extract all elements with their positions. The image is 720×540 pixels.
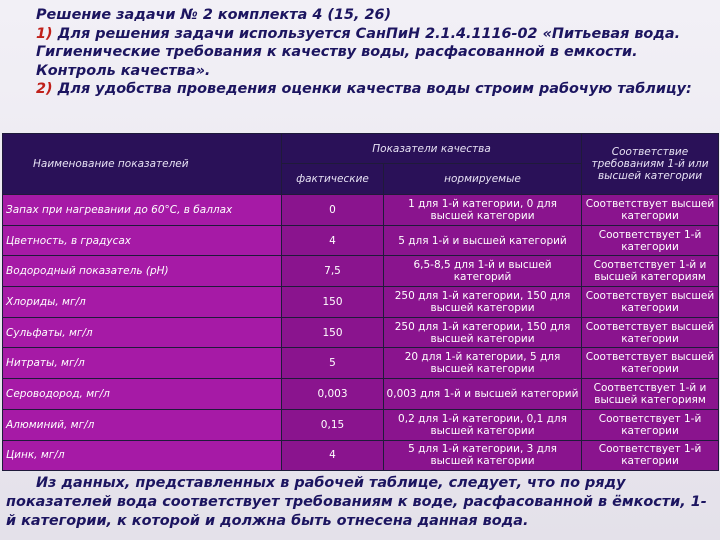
table-row — [3, 287, 719, 318]
row-actual: 0,003 — [282, 379, 384, 410]
table-row — [3, 379, 719, 410]
row-name: Цинк, мг/л — [3, 440, 282, 471]
row-actual: 0 — [282, 195, 384, 226]
row-actual: 7,5 — [282, 256, 384, 287]
conclusion — [6, 474, 714, 531]
step-1-number: 1) — [36, 25, 53, 42]
row-name: Сероводород, мг/л — [3, 379, 282, 410]
row-norm: 20 для 1-й категории, 5 для высшей категории — [384, 348, 582, 379]
quality-table — [2, 133, 719, 471]
step-1 — [6, 25, 714, 81]
row-norm: 5 для 1-й и высшей категорий — [384, 225, 582, 256]
table-row — [3, 256, 719, 287]
row-actual: 4 — [282, 440, 384, 471]
row-name: Цветность, в градусах — [3, 225, 282, 256]
row-actual: 5 — [282, 348, 384, 379]
row-compliance: Соответствует высшей категории — [582, 317, 719, 348]
row-actual: 0,15 — [282, 409, 384, 440]
row-compliance: Соответствует 1-й категории — [582, 440, 719, 471]
header-compliance: Соответствие требованиям 1-й или высшей категории — [582, 134, 719, 195]
step-2-text: Для удобства проведения оценки качества воды строим рабочую таблицу: — [52, 81, 692, 97]
header-actual: фактические — [282, 164, 384, 195]
row-name: Сульфаты, мг/л — [3, 317, 282, 348]
row-compliance: Соответствует высшей категории — [582, 287, 719, 318]
row-norm: 5 для 1-й категории, 3 для высшей категории — [384, 440, 582, 471]
row-compliance: Соответствует 1-й и высшей категориям — [582, 256, 719, 287]
row-actual: 4 — [282, 225, 384, 256]
step-1-text: Для решения задачи используется СанПиН 2.1.4.1116-02 «Питьевая вода. Гигиенические требования к качеству воды, расфасованной в емкости. Контроль качества». — [36, 25, 681, 79]
row-norm: 250 для 1-й категории, 150 для высшей категории — [384, 287, 582, 318]
table-row — [3, 409, 719, 440]
step-2-number: 2) — [36, 81, 53, 97]
task-title: Решение задачи № 2 комплекта 4 (15, 26) — [36, 7, 392, 23]
row-actual: 150 — [282, 317, 384, 348]
row-norm: 250 для 1-й категории, 150 для высшей категории — [384, 317, 582, 348]
header-quality: Показатели качества — [282, 134, 582, 164]
table-row — [3, 440, 719, 471]
table-row — [3, 317, 719, 348]
conclusion-text: Из данных, представленных в рабочей таблице, следует, что по ряду показателей вода соответствует требованиям к воде, расфасованной в ёмкости, 1-й категории, к которой и должна быть отнесена данная вода. — [6, 475, 707, 529]
row-actual: 150 — [282, 287, 384, 318]
row-norm: 6,5-8,5 для 1-й и высшей категорий — [384, 256, 582, 287]
table-row — [3, 225, 719, 256]
step-2 — [6, 80, 714, 99]
row-compliance: Соответствует 1-й и высшей категориям — [582, 379, 719, 410]
row-compliance: Соответствует высшей категории — [582, 348, 719, 379]
header-name: Наименование показателей — [3, 134, 282, 195]
row-compliance: Соответствует высшей категории — [582, 195, 719, 226]
header-normative: нормируемые — [384, 164, 582, 195]
row-norm: 0,2 для 1-й категории, 0,1 для высшей категории — [384, 409, 582, 440]
row-norm: 0,003 для 1-й и высшей категорий — [384, 379, 582, 410]
row-compliance: Соответствует 1-й категории — [582, 225, 719, 256]
row-name: Нитраты, мг/л — [3, 348, 282, 379]
table-row — [3, 348, 719, 379]
row-name: Алюминий, мг/л — [3, 409, 282, 440]
row-name: Хлориды, мг/л — [3, 287, 282, 318]
intro-text — [6, 6, 714, 99]
row-name: Запах при нагревании до 60°С, в баллах — [3, 195, 282, 226]
table-row — [3, 195, 719, 226]
row-norm: 1 для 1-й категории, 0 для высшей категории — [384, 195, 582, 226]
row-name: Водородный показатель (рН) — [3, 256, 282, 287]
row-compliance: Соответствует 1-й категории — [582, 409, 719, 440]
